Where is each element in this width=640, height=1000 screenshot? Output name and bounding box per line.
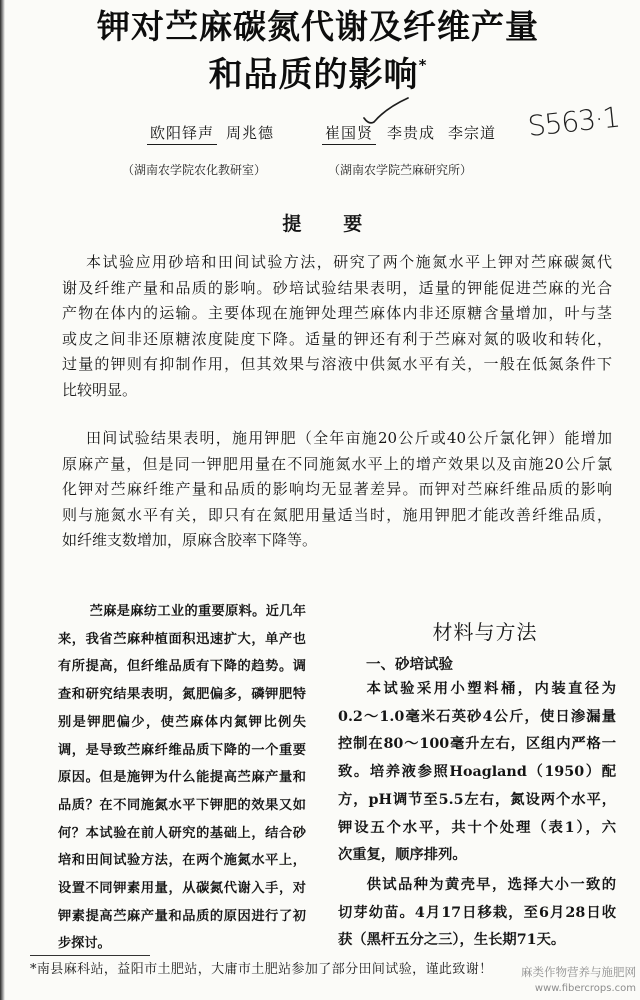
text-line: 比较明显。 [62, 380, 138, 399]
footnote: *南县麻科站，益阳市土肥站，大庸市土肥站参加了部分田间试验，谨此致谢！ [30, 962, 493, 977]
affiliation: （湖南农学院苎麻研究所） [328, 163, 473, 177]
author-name: 欧阳铎声 [147, 123, 217, 145]
paper-title-line-2 [0, 54, 636, 96]
paper-title-line-1: 钾对苎麻碳氮代谢及纤维产量 [97, 7, 539, 46]
author-name: 李贵成 [387, 124, 436, 142]
paper-title-line-2-text: 和品质的影响 [208, 55, 419, 95]
text-line: 产物在体内的运输。主要体现在施钾处理苎麻体内非还原糖含量增加，叶与茎 [62, 304, 612, 322]
methods-paragraph-1 [338, 676, 616, 870]
text-line: 切芽幼苗。4月17日移栽，至6月28日收 [338, 904, 616, 921]
text-line: 钾素提高苎麻产量和品质的原因进行了初 [58, 908, 306, 924]
section-heading-materials-methods: 材料与方法 [432, 620, 538, 644]
text-line: 本试验应用砂培和田间试验方法，研究了两个施氮水平上钾对苎麻碳氮代 [86, 253, 612, 271]
methods-paragraph-2 [338, 872, 616, 955]
text-line: 别是钾肥偏少，使苎麻体内氮钾比例失 [58, 714, 306, 730]
text-line: 0.2～1.0毫米石英砂4公斤，使日渗漏量 [338, 708, 616, 725]
text-line: 培和田间试验方法，在两个施氮水平上， [58, 853, 306, 869]
title-footnote-mark: * [418, 56, 428, 74]
text-line: 或皮之间非还原糖浓度陡度下降。适量的钾还有利于苎麻对氮的吸收和转化， [62, 329, 612, 348]
text-line: 品质？在不同施氮水平下钾肥的效果又如 [58, 797, 306, 813]
text-line: 谢及纤维产量和品质的影响。砂培试验结果表明，适量的钾能促进苎麻的光合 [62, 278, 612, 297]
text-line: 苎麻是麻纺工业的重要原料。近几年 [89, 604, 306, 619]
watermark-site-name: 麻类作物营养与施肥网 [521, 965, 636, 979]
abstract-heading: 提 要 [282, 213, 374, 235]
handwritten-check-mark [360, 94, 412, 128]
watermark-url: www.fibercrops.com [534, 983, 636, 994]
text-line: 钾设五个水平，共十个处理（表1），六 [338, 819, 616, 836]
text-line: 方，pH调节至5.5左右，氮设两个水平， [338, 791, 616, 808]
affiliation: （湖南农学院农化教研室） [122, 163, 267, 177]
text-line: 过量的钾则有抑制作用，但其效果与溶液中供氮水平有关，一般在低氮条件下 [62, 355, 612, 373]
text-line: 步探讨。 [58, 936, 111, 952]
text-line: 调，是导致苎麻纤维品质下降的一个重要 [58, 742, 306, 758]
author-name: 李宗道 [448, 124, 497, 142]
text-line: 则与施氮水平有关，即只有在氮肥用量适当时，施用钾肥才能改善纤维品质， [62, 505, 612, 524]
text-line: 原因。但是施钾为什么能提高苎麻产量和 [58, 770, 306, 786]
text-line: 有所提高，但纤维品质有下降的趋势。调 [58, 659, 306, 675]
text-line: 何？本试验在前人研究的基础上，结合砂 [58, 825, 306, 841]
text-line: 次重复，顺序排列。 [338, 847, 467, 864]
introduction-paragraph [58, 598, 306, 958]
text-line: 化钾对苎麻纤维产量和品质的影响均无显著差异。而钾对苎麻纤维品质的影响 [62, 480, 612, 498]
methods-column [338, 676, 616, 955]
text-line: 如纤维支数增加，原麻含胶率下降等。 [62, 531, 318, 549]
text-line: 致。培养液参照Hoagland（1950）配 [338, 764, 616, 781]
footnote-separator [30, 955, 150, 956]
scan-edge-shadow [0, 0, 5, 1000]
introduction-column [58, 598, 306, 958]
text-line: 供试品种为黄壳早，选择大小一致的 [366, 876, 616, 893]
abstract-paragraph-2 [62, 426, 612, 554]
handwritten-call-number: S563·1 [526, 100, 622, 143]
text-line: 田间试验结果表明，施用钾肥（全年亩施20公斤或40公斤氯化钾）能增加 [86, 429, 612, 447]
text-line: 原麻产量，但是同一钾肥用量在不同施氮水平上的增产效果以及亩施20公斤氯 [62, 454, 612, 473]
text-line: 本试验采用小塑料桶，内装直径为 [366, 681, 616, 697]
abstract-body [62, 250, 612, 554]
text-line: 设置不同钾素用量，从碳氮代谢入手，对 [58, 881, 306, 897]
text-line: 查和研究结果表明，氮肥偏多，磷钾肥特 [58, 687, 306, 703]
author-name: 崔国贤 [322, 123, 376, 145]
text-line: 控制在80～100毫升左右，区组内严格一 [338, 736, 616, 753]
abstract-paragraph-1 [62, 250, 612, 403]
author-name: 周兆德 [226, 124, 275, 142]
subsection-heading-sand-culture: 一、砂培试验 [366, 656, 453, 673]
text-line: 获（黑杆五分之三），生长期71天。 [338, 932, 566, 949]
text-line: 来，我省苎麻种植面积迅速扩大，单产也 [58, 631, 306, 647]
